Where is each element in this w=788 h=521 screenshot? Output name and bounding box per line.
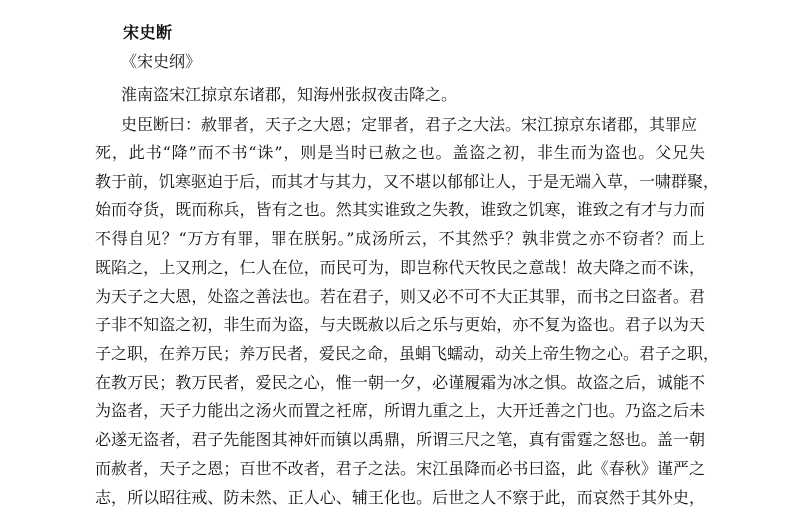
paragraph-line: 子之职，在养万民；养万民者，爱民之命，虽蜎飞蠕动，动关上帝生物之心。君子之职， [95, 344, 720, 363]
paragraph-line: 而赦者，天子之恩；百世不改者，君子之法。宋江虽降而必书曰盗，此《春秋》谨严之 [95, 459, 705, 478]
paragraph-line: 既陷之，上又刑之，仁人在位，而民可为，即岂称代天牧民之意哉！故夫降之而不诛， [95, 258, 705, 277]
paragraph-line: 教于前，饥寒驱迫于后，而其才与其力，又不堪以郁郁让人，于是无端入草，一啸群聚， [95, 172, 720, 191]
summary-line: 淮南盗宋江掠京东诸郡，知海州张叔夜击降之。 [121, 85, 458, 104]
paragraph-line: 死，此书“降”而不书“诛”，则是当时已赦之也。盖盗之初，非生而为盗也。父兄失 [95, 143, 705, 162]
paragraph-line: 在教万民；教万民者，爱民之心，惟一朝一夕，必谨履霜为冰之惧。故盗之后，诚能不 [95, 373, 705, 392]
document-title: 宋史断 [123, 23, 173, 42]
source-line: 《宋史纲》 [121, 52, 202, 71]
paragraph-line: 不得自见？“万方有罪，罪在朕躬。”成汤所云，不其然乎？孰非赏之亦不窃者？而上 [95, 229, 705, 248]
paragraph-line: 必遂无盗者，君子先能图其神奸而镇以禹鼎，所谓三尺之笔，真有雷霆之怒也。盖一朝 [95, 430, 705, 449]
paragraph-line: 志，所以昭往戒、防未然、正人心、辅王化也。后世之人不察于此，而哀然于其外史， [95, 488, 705, 507]
paragraph-line: 史臣断曰：赦罪者，天子之大恩；定罪者，君子之大法。宋江掠京东诸郡，其罪应 [121, 115, 698, 134]
paragraph-line: 始而夺货，既而称兵，皆有之也。然其实谁致之失教，谁致之饥寒，谁致之有才与力而 [95, 200, 705, 219]
paragraph-line: 为盗者，天子力能出之汤火而置之衽席，所谓九重之上，大开迁善之门也。乃盗之后未 [95, 401, 705, 420]
paragraph-line: 子非不知盗之初，非生而为盗，与夫既赦以后之乐与更始，亦不复为盗也。君子以为天 [95, 315, 705, 334]
paragraph-line: 为天子之大恩，处盗之善法也。若在君子，则又必不可不大正其罪，而书之曰盗者。君 [95, 287, 705, 306]
